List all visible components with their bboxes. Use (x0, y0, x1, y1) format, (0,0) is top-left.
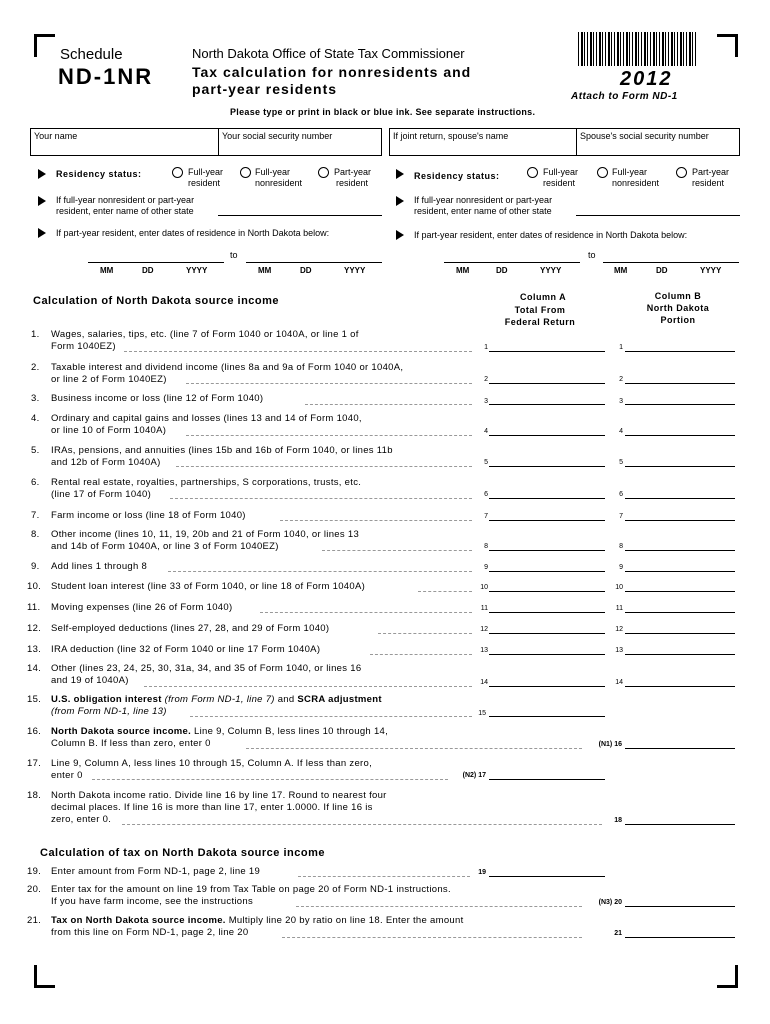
emphasis: Tax on North Dakota source income. (51, 915, 226, 926)
line-7-col-a-input[interactable] (489, 520, 605, 521)
date-to-input-left[interactable] (246, 262, 382, 263)
other-state-label: If full-year nonresident or part-year (414, 195, 553, 205)
line-11-col-b-input[interactable] (625, 612, 735, 613)
corner-mark-bottom-left (34, 965, 55, 988)
line-number: 19. (27, 866, 42, 877)
line-text: Business income or loss (line 12 of Form 1040) (51, 393, 264, 404)
line-15-col-a-input[interactable] (489, 716, 605, 717)
column-b-header: North Dakota (646, 303, 710, 313)
line-1-col-b-input[interactable] (625, 351, 735, 352)
leader-dots (144, 686, 472, 687)
line-text: Self-employed deductions (lines 27, 28, and 29 of Form 1040) (51, 623, 330, 634)
line-10-col-a-input[interactable] (489, 591, 605, 592)
line-number: 18. (27, 790, 42, 801)
line-text: (from Form ND-1, line 13) (51, 706, 167, 717)
line-3-col-a-input[interactable] (489, 404, 605, 405)
line-number: 10. (27, 581, 42, 592)
line-12-col-a-input[interactable] (489, 633, 605, 634)
leader-dots (186, 383, 472, 384)
line-ref-a: 11 (480, 605, 488, 612)
section-title-source-income: Calculation of North Dakota source income (33, 295, 280, 307)
spouse-ssn-field[interactable]: Spouse's social security number (576, 128, 740, 156)
line-text: North Dakota income ratio. Divide line 16 by line 17. Round to nearest four (51, 790, 387, 801)
yyyy-label: YYYY (186, 266, 208, 275)
line-ref-b: 6 (619, 491, 623, 498)
line-ref-a: 12 (480, 626, 488, 633)
line-1-col-a-input[interactable] (489, 351, 605, 352)
line-11-col-a-input[interactable] (489, 612, 605, 613)
leader-dots (190, 716, 472, 717)
line-number: 14. (27, 663, 42, 674)
option-label: resident (543, 178, 576, 188)
line-ref-b: 4 (619, 428, 623, 435)
line-ref-a: 2 (484, 376, 488, 383)
line-text: Taxable interest and dividend income (lines 8a and 9a of Form 1040 or 1040A, (51, 362, 404, 373)
line-text: or line 10 of Form 1040A) (51, 425, 167, 436)
mm-label: MM (258, 266, 272, 275)
other-state-label: resident, enter name of other state (56, 206, 194, 216)
line-ref-a: 1 (484, 344, 488, 351)
line-2-col-a-input[interactable] (489, 383, 605, 384)
line-ref-b: 10 (615, 584, 623, 591)
leader-dots (176, 466, 472, 467)
dd-label: DD (656, 266, 668, 275)
line-text: Add lines 1 through 8 (51, 561, 148, 572)
line-number: 7. (31, 510, 40, 521)
line-ref-a: 8 (484, 543, 488, 550)
line-text: and 12b of Form 1040A) (51, 457, 161, 468)
form-title-line1: Tax calculation for nonresidents and (192, 64, 472, 80)
corner-mark-top-left (34, 34, 55, 57)
option-label: resident (692, 178, 725, 188)
radio-full-year-nonresident-left[interactable] (240, 167, 251, 178)
leader-dots (124, 351, 472, 352)
line-number: 12. (27, 623, 42, 634)
line-ref-a: 14 (480, 679, 488, 686)
arrow-icon (38, 196, 46, 206)
line-ref-code: (N2) 17 (462, 772, 486, 779)
reference: (from Form ND-1, line 7) (164, 694, 275, 705)
residency-label-left: Residency status: (56, 169, 142, 179)
option-label: Full-year (612, 167, 648, 177)
form-title-line2: part-year residents (192, 81, 338, 97)
radio-full-year-nonresident-right[interactable] (597, 167, 608, 178)
column-a-header: Total From (514, 305, 566, 315)
line-18-col-b-input[interactable] (625, 824, 735, 825)
mm-label: MM (614, 266, 628, 275)
arrow-icon (38, 169, 46, 179)
residency-label-right: Residency status: (414, 171, 500, 181)
corner-mark-top-right (717, 34, 738, 57)
mm-label: MM (100, 266, 114, 275)
leader-dots (298, 876, 470, 877)
line-text: Line 9, Column B, less lines 10 through 14, (194, 726, 389, 737)
line-21-text (51, 915, 464, 926)
line-14-col-b-input[interactable] (625, 686, 735, 687)
line-3-col-b-input[interactable] (625, 404, 735, 405)
yyyy-label: YYYY (700, 266, 722, 275)
date-from-input-left[interactable] (88, 262, 224, 263)
date-from-input-right[interactable] (444, 262, 580, 263)
line-21-col-b-input[interactable] (625, 937, 735, 938)
line-ref-code: (N1) 16 (598, 741, 622, 748)
line-text: Moving expenses (line 26 of Form 1040) (51, 602, 233, 613)
option-label: nonresident (612, 178, 660, 188)
line-19-col-a-input[interactable] (489, 876, 605, 877)
line-15-text (51, 694, 382, 705)
line-number: 2. (31, 362, 40, 373)
arrow-icon (396, 169, 404, 179)
line-number: 21. (27, 915, 42, 926)
emphasis: North Dakota source income. (51, 726, 192, 737)
to-label: to (588, 250, 596, 260)
line-ref-a: 5 (484, 459, 488, 466)
line-ref-b: 1 (619, 344, 623, 351)
yyyy-label: YYYY (344, 266, 366, 275)
line-8-col-b-input[interactable] (625, 550, 735, 551)
arrow-icon (396, 230, 404, 240)
line-16-text (51, 726, 388, 737)
line-ref-a: 10 (480, 584, 488, 591)
your-name-field[interactable]: Your name (30, 128, 219, 156)
line-ref-b: 13 (615, 647, 623, 654)
section-title-tax: Calculation of tax on North Dakota source income (40, 847, 325, 859)
line-ref-b: 11 (615, 605, 623, 612)
leader-dots (322, 550, 472, 551)
conjunction: and (277, 694, 295, 705)
option-label: Full-year (543, 167, 579, 177)
line-8-col-a-input[interactable] (489, 550, 605, 551)
arrow-icon (38, 228, 46, 238)
leader-dots (370, 654, 472, 655)
dd-label: DD (142, 266, 154, 275)
agency-name: North Dakota Office of State Tax Commissioner (192, 46, 465, 61)
line-16-col-b-input[interactable] (625, 748, 735, 749)
line-6-col-a-input[interactable] (489, 498, 605, 499)
line-text: Column B. If less than zero, enter 0 (51, 738, 211, 749)
line-text: IRAs, pensions, and annuities (lines 15b and 16b of Form 1040, or lines 11b (51, 445, 393, 456)
line-ref-a: 15 (478, 710, 486, 717)
line-text: Multiply line 20 by ratio on line 18. Enter the amount (228, 915, 464, 926)
line-4-col-b-input[interactable] (625, 435, 735, 436)
line-text: or line 2 of Form 1040EZ) (51, 374, 167, 385)
form-id: ND-1NR (58, 64, 154, 89)
line-ref-b: 3 (619, 398, 623, 405)
line-10-col-b-input[interactable] (625, 591, 735, 592)
line-6-col-b-input[interactable] (625, 498, 735, 499)
ink-instructions: Please type or print in black or blue ink. See separate instructions. (230, 107, 536, 117)
line-text: Rental real estate, royalties, partnerships, S corporations, trusts, etc. (51, 477, 362, 488)
corner-mark-bottom-right (717, 965, 738, 988)
arrow-icon (396, 196, 404, 206)
line-number: 5. (31, 445, 40, 456)
line-text: Form 1040EZ) (51, 341, 116, 352)
line-ref-b: 14 (615, 679, 623, 686)
mm-label: MM (456, 266, 470, 275)
line-4-col-a-input[interactable] (489, 435, 605, 436)
leader-dots (418, 591, 472, 592)
line-number: 16. (27, 726, 42, 737)
line-ref-b: 12 (615, 626, 623, 633)
line-ref-code: 21 (614, 930, 622, 937)
line-text: Other income (lines 10, 11, 19, 20b and 21 of Form 1040, or lines 13 (51, 529, 360, 540)
option-label: nonresident (255, 178, 303, 188)
line-number: 6. (31, 477, 40, 488)
leader-dots (122, 824, 602, 825)
emphasis: SCRA adjustment (297, 694, 382, 705)
line-number: 13. (27, 644, 42, 655)
leader-dots (282, 937, 582, 938)
line-number: 9. (31, 561, 40, 572)
option-label: Full-year (255, 167, 291, 177)
leader-dots (92, 779, 448, 780)
line-9-col-a-input[interactable] (489, 571, 605, 572)
leader-dots (170, 498, 472, 499)
attach-note: Attach to Form ND-1 (571, 91, 678, 102)
line-13-col-a-input[interactable] (489, 654, 605, 655)
option-label: resident (188, 178, 221, 188)
spouse-name-field[interactable]: If joint return, spouse's name (389, 128, 577, 156)
option-label: Part-year (692, 167, 730, 177)
line-12-col-b-input[interactable] (625, 633, 735, 634)
line-9-col-b-input[interactable] (625, 571, 735, 572)
leader-dots (378, 633, 472, 634)
column-a-header: Federal Return (504, 317, 576, 327)
line-ref-b: 5 (619, 459, 623, 466)
tax-year: 2012 (620, 68, 673, 90)
barcode (578, 32, 696, 66)
line-ref-a: 13 (480, 647, 488, 654)
other-state-input-right[interactable] (576, 215, 740, 216)
date-to-input-right[interactable] (603, 262, 739, 263)
line-number: 15. (27, 694, 42, 705)
line-14-col-a-input[interactable] (489, 686, 605, 687)
line-text: (line 17 of Form 1040) (51, 489, 152, 500)
column-a-header: Column A (520, 292, 567, 302)
leader-dots (296, 906, 582, 907)
line-ref-a: 9 (484, 564, 488, 571)
line-ref-b: 7 (619, 513, 623, 520)
line-text: Enter tax for the amount on line 19 from Tax Table on page 20 of Form ND-1 instructions. (51, 884, 451, 895)
line-2-col-b-input[interactable] (625, 383, 735, 384)
leader-dots (305, 404, 472, 405)
leader-dots (280, 520, 472, 521)
line-ref-code: 18 (614, 817, 622, 824)
line-ref-a: 4 (484, 428, 488, 435)
line-number: 17. (27, 758, 42, 769)
line-number: 4. (31, 413, 40, 424)
line-text: and 19 of 1040A) (51, 675, 129, 686)
line-text: zero, enter 0. (51, 814, 112, 825)
column-b-header: Portion (660, 315, 696, 325)
line-ref-code: (N3) 20 (598, 899, 622, 906)
line-text: Line 9, Column A, less lines 10 through 15, Column A. If less than zero, (51, 758, 373, 769)
yyyy-label: YYYY (540, 266, 562, 275)
line-text: Farm income or loss (line 18 of Form 1040) (51, 510, 246, 521)
other-state-label: If full-year nonresident or part-year (56, 195, 195, 205)
line-ref-a: 3 (484, 398, 488, 405)
radio-full-year-resident-left[interactable] (172, 167, 183, 178)
line-text: Ordinary and capital gains and losses (lines 13 and 14 of Form 1040, (51, 413, 362, 424)
line-text: Wages, salaries, tips, etc. (line 7 of Form 1040 or 1040A, or line 1 of (51, 329, 359, 340)
radio-part-year-resident-left[interactable] (318, 167, 329, 178)
line-ref-b: 9 (619, 564, 623, 571)
radio-full-year-resident-right[interactable] (527, 167, 538, 178)
option-label: Full-year (188, 167, 224, 177)
line-text: enter 0 (51, 770, 83, 781)
line-ref-b: 8 (619, 543, 623, 550)
emphasis: U.S. obligation interest (51, 694, 162, 705)
line-text: decimal places. If line 16 is more than line 17, enter 1.0000. If line 16 is (51, 802, 373, 813)
line-number: 3. (31, 393, 40, 404)
line-text: from this line on Form ND-1, page 2, line 20 (51, 927, 249, 938)
column-b-header: Column B (654, 291, 702, 301)
line-number: 20. (27, 884, 42, 895)
line-text: Student loan interest (line 33 of Form 1040, or line 18 of Form 1040A) (51, 581, 366, 592)
line-number: 8. (31, 529, 40, 540)
your-ssn-field[interactable]: Your social security number (218, 128, 382, 156)
line-ref-a: 6 (484, 491, 488, 498)
dd-label: DD (300, 266, 312, 275)
dates-label-left: If part-year resident, enter dates of residence in North Dakota below: (56, 228, 330, 238)
line-text: and 14b of Form 1040A, or line 3 of Form 1040EZ) (51, 541, 279, 552)
line-ref-b: 2 (619, 376, 623, 383)
line-number: 1. (31, 329, 40, 340)
line-5-col-a-input[interactable] (489, 466, 605, 467)
line-text: Other (lines 23, 24, 25, 30, 31a, 34, and 35 of Form 1040, or lines 16 (51, 663, 362, 674)
line-ref-code: 19 (478, 869, 486, 876)
radio-part-year-resident-right[interactable] (676, 167, 687, 178)
line-20-col-b-input[interactable] (625, 906, 735, 907)
schedule-label: Schedule (60, 46, 123, 63)
dates-label-right: If part-year resident, enter dates of residence in North Dakota below: (414, 230, 688, 240)
leader-dots (168, 571, 472, 572)
line-text: IRA deduction (line 32 of Form 1040 or line 17 Form 1040A) (51, 644, 321, 655)
line-17-col-a-input[interactable] (489, 779, 605, 780)
line-text: If you have farm income, see the instructions (51, 896, 254, 907)
line-ref-a: 7 (484, 513, 488, 520)
to-label: to (230, 250, 238, 260)
leader-dots (246, 748, 582, 749)
line-number: 11. (27, 602, 41, 613)
leader-dots (260, 612, 472, 613)
other-state-label: resident, enter name of other state (414, 206, 552, 216)
dd-label: DD (496, 266, 508, 275)
option-label: Part-year (334, 167, 372, 177)
line-text: Enter amount from Form ND-1, page 2, line 19 (51, 866, 261, 877)
other-state-input-left[interactable] (218, 215, 382, 216)
option-label: resident (336, 178, 369, 188)
line-7-col-b-input[interactable] (625, 520, 735, 521)
line-13-col-b-input[interactable] (625, 654, 735, 655)
line-5-col-b-input[interactable] (625, 466, 735, 467)
leader-dots (186, 435, 472, 436)
